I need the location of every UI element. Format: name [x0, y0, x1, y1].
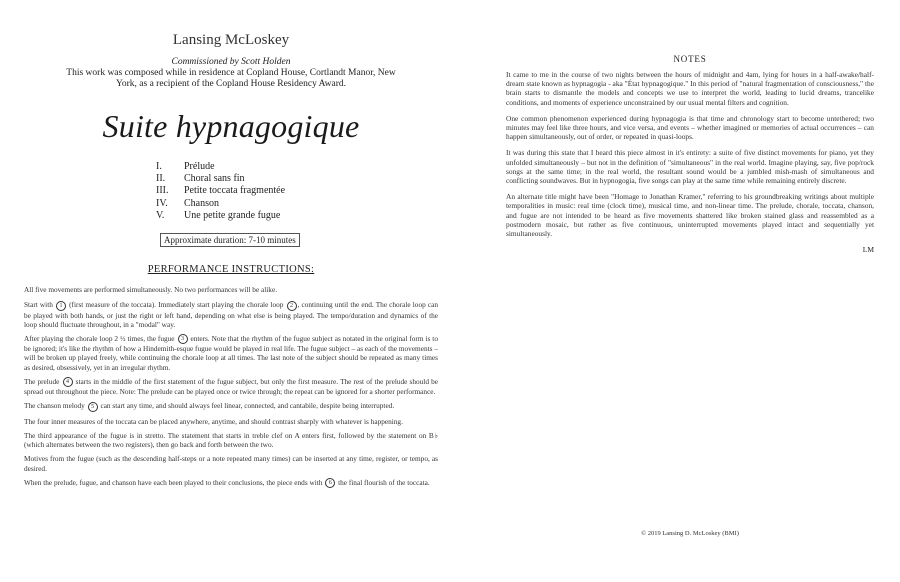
performance-instructions-heading: PERFORMANCE INSTRUCTIONS: [147, 264, 315, 276]
circled-marker: 6 [325, 478, 335, 488]
residency-note: This work was composed while in residence at Copland House, Cortlandt Manor, New York, as a recipient of the Copland House Residency Award. [66, 68, 396, 89]
circled-marker: 2 [287, 301, 297, 311]
instruction-paragraph: The prelude 4 starts in the middle of the first statement of the fugue subject, but only the first measure. The rest of the prelude should be spread out throughout the piece. Note: The prelude can be played once or twice through; the repeat can be ignored for a shorter performance. [24, 376, 439, 397]
movement-item: V. Une petite grande fugue [156, 209, 281, 221]
instruction-paragraph: Motives from the fugue (such as the descending half-steps or a note repeated many times) can be inserted at any time, register, or tempo, as desired. [24, 454, 438, 473]
notes-paragraph: It was during this state that I heard this piece almost in it's entirety: a suite of five distinct movements for piano, yet they unfolded simultaneously – but not in the definition of "simultaneous" in the real world. Imagine playing, say, five pop/rock songs at the same time; in the real world, the resultant sound would be a jumbled mish-mash of simultaneous and conflicting soundwaves. But in hypnogogia, five songs can play at the same time while remaining entirely discrete. [506, 148, 874, 186]
movement-item: IV. Chanson [156, 197, 219, 209]
instruction-paragraph: The third appearance of the fugue is in stretto. The statement that starts in treble clef on A enters first, followed by the statement on B♭ (which alternates between the two registers), then go back and forth between the two. [24, 430, 438, 450]
composer-name: Lansing McLoskey [172, 32, 290, 48]
score-right-page [450, 0, 900, 582]
duration-box: Approximate duration: 7-10 minutes [160, 233, 300, 247]
author-initials: LM [862, 245, 874, 255]
commission-credit: Commissioned by Scott Holden [171, 57, 291, 67]
notes-heading: NOTES [673, 54, 707, 64]
instruction-paragraph: When the prelude, fugue, and chanson have each been played to their conclusions, the piece ends with 6 the final flourish of the toccata. [24, 477, 430, 487]
movement-item: II. Choral sans fin [156, 173, 245, 185]
notes-paragraph: An alternate title might have been "Homage to Jonathan Kramer," referring to his groundbreaking writings about multiple temporalities in music: real time (clock time), musical time, and non-linear time. The prelude, chorale, toccata, chanson, and fugue are not intended to be heard as five movements shattered like broken stained glass and reassembled as a postmodern mosaic, but rather as five continuous, uninterrupted movements played intact and sequentially yet simultaneously. [506, 192, 874, 239]
notes-paragraph: One common phenomenon experienced during hypnagogia is that time and chronology start to become untethered; two minutes may feel like three hours, and vice versa, and events – whether imagined or memories of actual occurrences – can happen simultaneously, out of order, or repeated in quasi-loops. [506, 113, 874, 142]
movement-item: I. Prélude [156, 161, 215, 172]
notes-paragraph: It came to me in the course of two nights between the hours of midnight and 4am, lying for hours in a half-awake/half-dream state known as hypnagogia - aka "État hypnagogique." In this period of "natural fragmentation of consciousness," the brain starts to dismantle the models and concepts we use to interpret the world, leading to lucid dreams, trancelike conditions, and moments of experience unconstrained by our usual mental filters and cognition. [506, 70, 874, 107]
instruction-paragraph: The chanson melody 5 can start any time, and should always feel linear, connected, and cantabile, despite being interrupted. [24, 401, 395, 411]
instruction-paragraph: Start with 1 (first measure of the toccata). Immediately start playing the chorale loop 2 , continuing until the end. The chorale loop can be played with both hands, or just the right or left hand, depending on what else is being played. The tempo/duration and dynamics of the loop should fluctuate throughout, in a "modal" way. [24, 300, 438, 329]
copyright-notice: © 2019 Lansing D. McLoskey (BMI) [641, 530, 739, 537]
instruction-paragraph: The four inner measures of the toccata can be placed anywhere, anytime, and should contrast sharply with whatever is happening. [24, 416, 403, 426]
circled-marker: 4 [63, 377, 73, 387]
circled-marker: 1 [56, 301, 66, 311]
movement-list [156, 161, 438, 222]
movement-item: III. Petite toccata fragmentée [156, 185, 286, 197]
circled-marker: 5 [88, 402, 98, 412]
circled-marker: 3 [178, 334, 188, 344]
instruction-paragraph: All five movements are performed simultaneously. No two performances will be alike. [24, 285, 278, 295]
instruction-paragraph: After playing the chorale loop 2 ½ times, the fugue 3 enters. Note that the rhythm of the fugue subject as notated in the original form is to be ignored; it's like the rhythm of how a Hindemith-esque fugue would be played in real life. The fugue subject – as each of the movements – will be broken up played freely, while continuing the chorale loop at all times. The last note of the subject should be repeated as many times as desired, obsessively, yet in an irregular rhythm. [24, 333, 438, 372]
work-title: Suite hypnagogique [102, 108, 360, 144]
